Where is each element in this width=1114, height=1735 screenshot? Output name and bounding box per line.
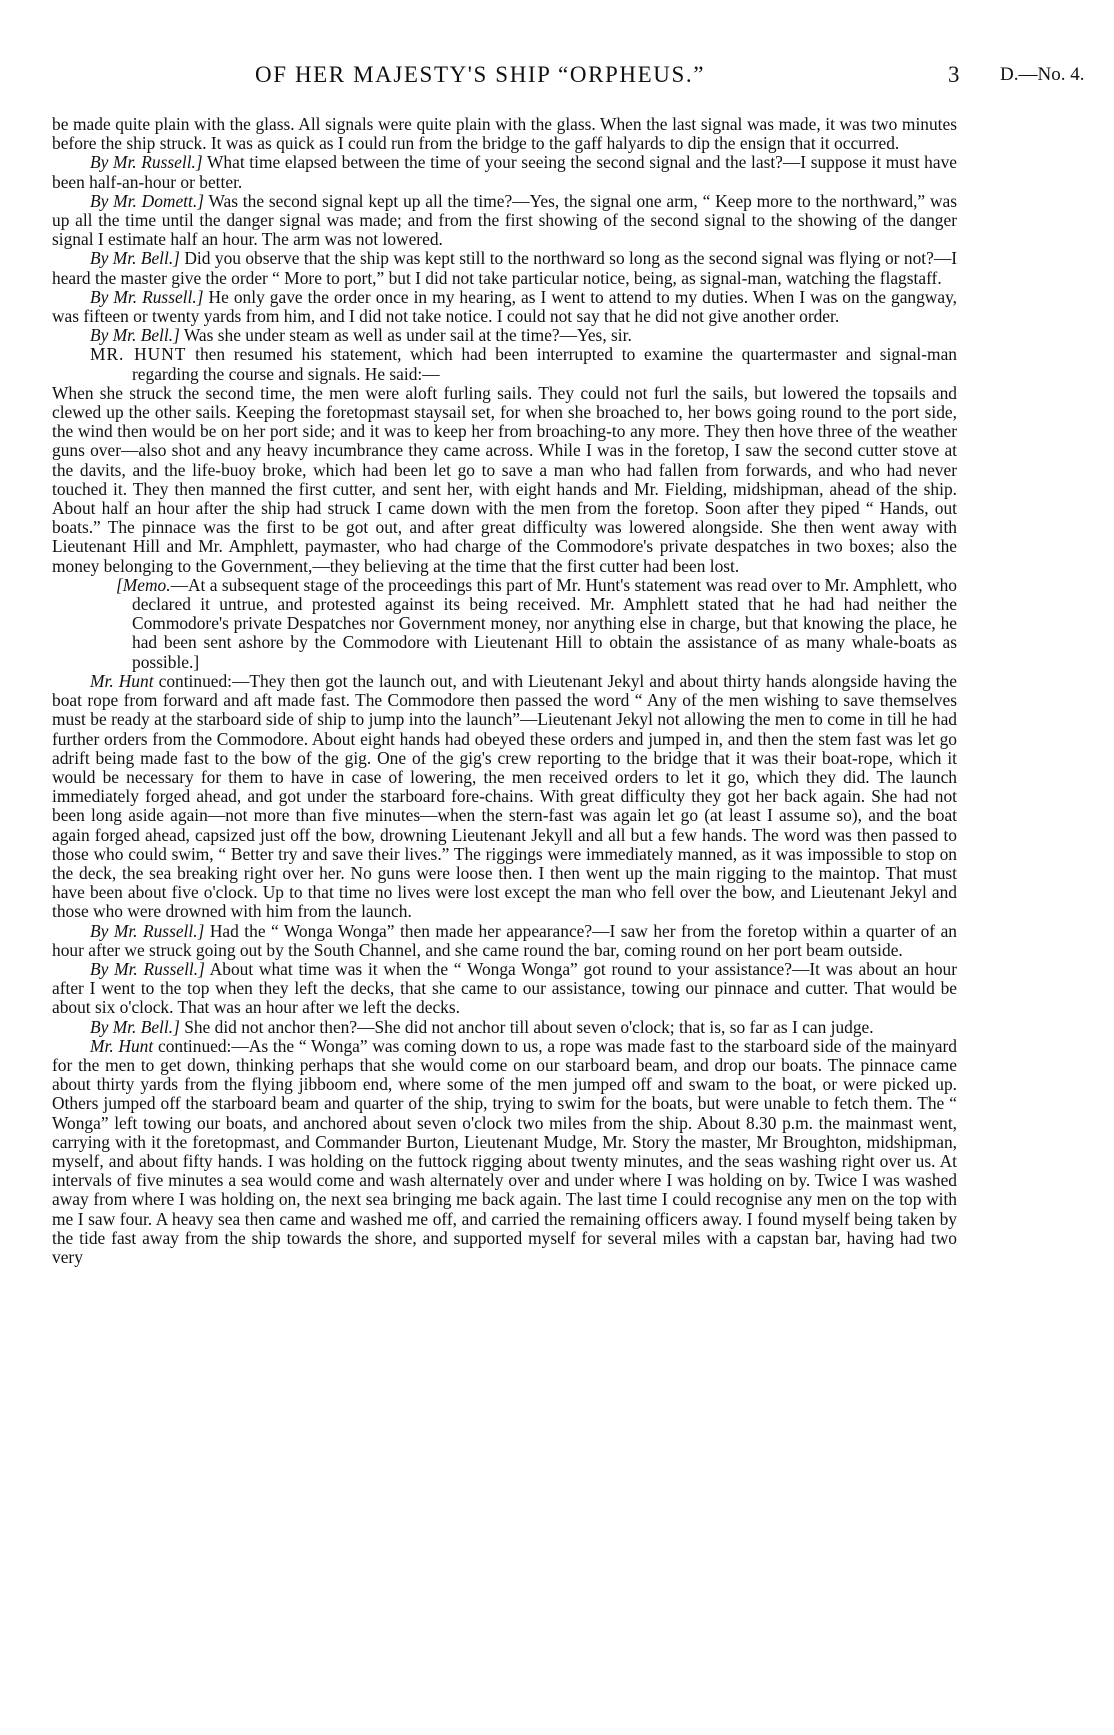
page-number: 3 [948, 62, 960, 87]
speaker-lead: By Mr. Russell.] [90, 958, 205, 979]
memo-note: [Memo.—At a subsequent stage of the proceedings this part of Mr. Hunt's statement was read over to Mr. Amphlett, who declared it untrue, and protested against its being received. Mr. Amphlett stated that he had had neither the Commodore's private Despatches nor Government money, nor anything else in charge, but that knowing the place, he had been sent ashore by the Commodore with Lieutenant Hill to obtain the assistance of as many whale-boats as possible.] [116, 574, 957, 672]
paragraph: By Mr. Bell.] Did you observe that the ship was kept still to the northward so long as the second signal was flying or not?—I heard the master give the order “ More to port,” but I did not take particular notice, being, as signal-man, watching the flagstaff. [52, 248, 957, 288]
speaker-lead: By Mr. Russell.] [90, 920, 205, 941]
speaker-lead: By Mr. Bell.] [90, 1016, 180, 1037]
speaker-lead: MR. HUNT [90, 344, 187, 365]
speaker-lead: By Mr. Russell.] [90, 286, 204, 307]
speaker-lead: By Mr. Domett.] [90, 190, 204, 211]
paragraph: By Mr. Russell.] What time elapsed between the time of your seeing the second signal and the last?—I suppose it must have been half-an-hour or better. [52, 152, 957, 192]
paragraph: By Mr. Russell.] About what time was it when the “ Wonga Wonga” got round to your assistance?—It was about an hour after I went to the top when they left the decks, that she came to our assistance, towing our pinnace and cutter. That would be about six o'clock. That was an hour after we left the decks. [52, 958, 957, 1018]
paragraph: By Mr. Bell.] She did not anchor then?—She did not anchor till about seven o'clock; that is, so far as I can judge. [90, 1016, 874, 1037]
body-text [52, 115, 957, 1267]
paragraph: By Mr. Domett.] Was the second signal kept up all the time?—Yes, the signal one arm, “ Keep more to the northward,” was up all the time until the danger signal was made; and from the first showing of the second signal to the showing of the danger signal I estimate half an hour. The arm was not lowered. [52, 190, 957, 250]
paragraph: be made quite plain with the glass. All signals were quite plain with the glass. When the last signal was made, it was two minutes before the ship struck. It was as quick as I could run from the bridge to the gaff halyards to dip the ensign that it occurred. [52, 114, 957, 154]
page-header [0, 62, 1114, 92]
paragraph: By Mr. Bell.] Was she under steam as well as under sail at the time?—Yes, sir. [90, 325, 632, 346]
running-title: OF HER MAJESTY'S SHIP “ORPHEUS.” [255, 62, 706, 87]
paragraph: Mr. Hunt continued:—They then got the launch out, and with Lieutenant Jekyl and about thirty hands alongside having the boat rope from forward and aft made fast. The Commodore then passed the word “ Any of the men wishing to save themselves must be ready at the starboard side of ship to jump into the launch”—Lieutenant Jekyl not allowing the men to come in till he had further orders from the Commodore. About eight hands had obeyed these orders and jumped in, and then the stem fast was let go adrift being made fast to the bow of the gig. One of the gig's crew reporting to the bridge that it was their boat-rope, which it would be necessary for them to have in case of lowering, the men received orders to let it go, which they did. The launch immediately forged ahead, and got under the starboard fore-chains. With great difficulty they got her back again. She had not been long aside again—not more than five minutes—when the stern-fast was again let go (at least I assume so), and the boat again forged ahead, capsized just off the bow, drowning Lieutenant Jekyll and all but a few hands. The word was then passed to those who could swim, “ Better try and save their lives.” The riggings were immediately manned, as it was impossible to stop on the deck, the sea breaking right over her. No guns were loose then. I then went up the main rigging to the maintop. That must have been about five o'clock. Up to that time no lives were lost except the man who fell over the bow, and Lieutenant Jekyl and those who were drowned with him from the launch. [52, 670, 957, 922]
paragraph: By Mr. Russell.] He only gave the order once in my hearing, as I went to attend to my duties. When I was on the gangway, was fifteen or twenty yards from him, and I did not take notice. I could not say that he did not give another order. [52, 286, 957, 327]
document-reference: D.—No. 4. [1000, 64, 1085, 85]
speaker-lead: By Mr. Russell.] [90, 152, 203, 173]
paragraph: Mr. Hunt continued:—As the “ Wonga” was coming down to us, a rope was made fast to the starboard side of the mainyard for the men to get down, thinking perhaps that she would come on our starboard beam, and drop our boats. The pinnace came about thirty yards from the flying jibboom end, where some of the men jumped off and swam to the boat, or were picked up. Others jumped off the starboard beam and quarter of the ship, trying to swim for the boats, but were unable to fetch them. The “ Wonga” left towing our boats, and anchored about seven o'clock two miles from the ship. About 8.30 p.m. the mainmast went, carrying with it the foretopmast, and Commander Burton, Lieutenant Mudge, Mr. Story the master, Mr Broughton, midshipman, myself, and about fifty hands. I was holding on the futtock rigging about twenty minutes, and the seas washing right over us. At intervals of five minutes a sea would come and wash alternately over and under where I was holding on by. Twice I was washed away from where I was holding on, the next sea bringing me back again. The last time I could recognise any men on the top with me I saw four. A heavy sea then came and washed me off, and carried the remaining officers away. I found myself being taken by the tide fast away from the ship towards the shore, and supported myself for several miles with a capstan bar, having had two very [52, 1035, 957, 1267]
paragraph: By Mr. Russell.] Had the “ Wonga Wonga” then made her appearance?—I saw her from the foretop within a quarter of an hour after we struck going out by the South Channel, and she came round the bar, coming round on her port beam outside. [52, 920, 957, 960]
speaker-lead: By Mr. Bell.] [90, 248, 180, 269]
speaker-lead: Mr. Hunt [90, 1035, 154, 1056]
memo-lead: [Memo. [116, 574, 171, 595]
speaker-lead: Mr. Hunt [90, 670, 154, 691]
paragraph: When she struck the second time, the men were aloft furling sails. They could not furl the sails, but lowered the topsails and clewed up the other sails. Keeping the foretopmast staysail set, for when she broached to, her bows going round to the port side, the wind then would be on her port side; and it was to keep her from broaching-to any more. They then hove three of the weather guns over—also shot and any heavy incumbrance they came across. While I was in the foretop, I saw the second cutter stove at the davits, and the life-buoy broke, which had been let go to save a man who had fallen from forwards, and who had never touched it. They then manned the first cutter, and sent her, with eight hands and Mr. Fielding, midshipman, ahead of the ship. About half an hour after the ship had struck I came down with the men from the foretop. Soon after they piped “ Hands, out boats.” The pinnace was the first to be got out, and after great difficulty was lowered alongside. She then went away with Lieutenant Hill and Mr. Amphlett, paymaster, who had charge of the Commodore's private despatches in two boxes; also the money belonging to the Government,—they believing at the time that the first cutter had been lost. [52, 382, 957, 576]
paragraph: MR. HUNT then resumed his statement, which had been interrupted to examine the quartermaster and signal-man regarding the course and signals. He said:— [90, 344, 957, 384]
speaker-lead: By Mr. Bell.] [90, 325, 180, 346]
